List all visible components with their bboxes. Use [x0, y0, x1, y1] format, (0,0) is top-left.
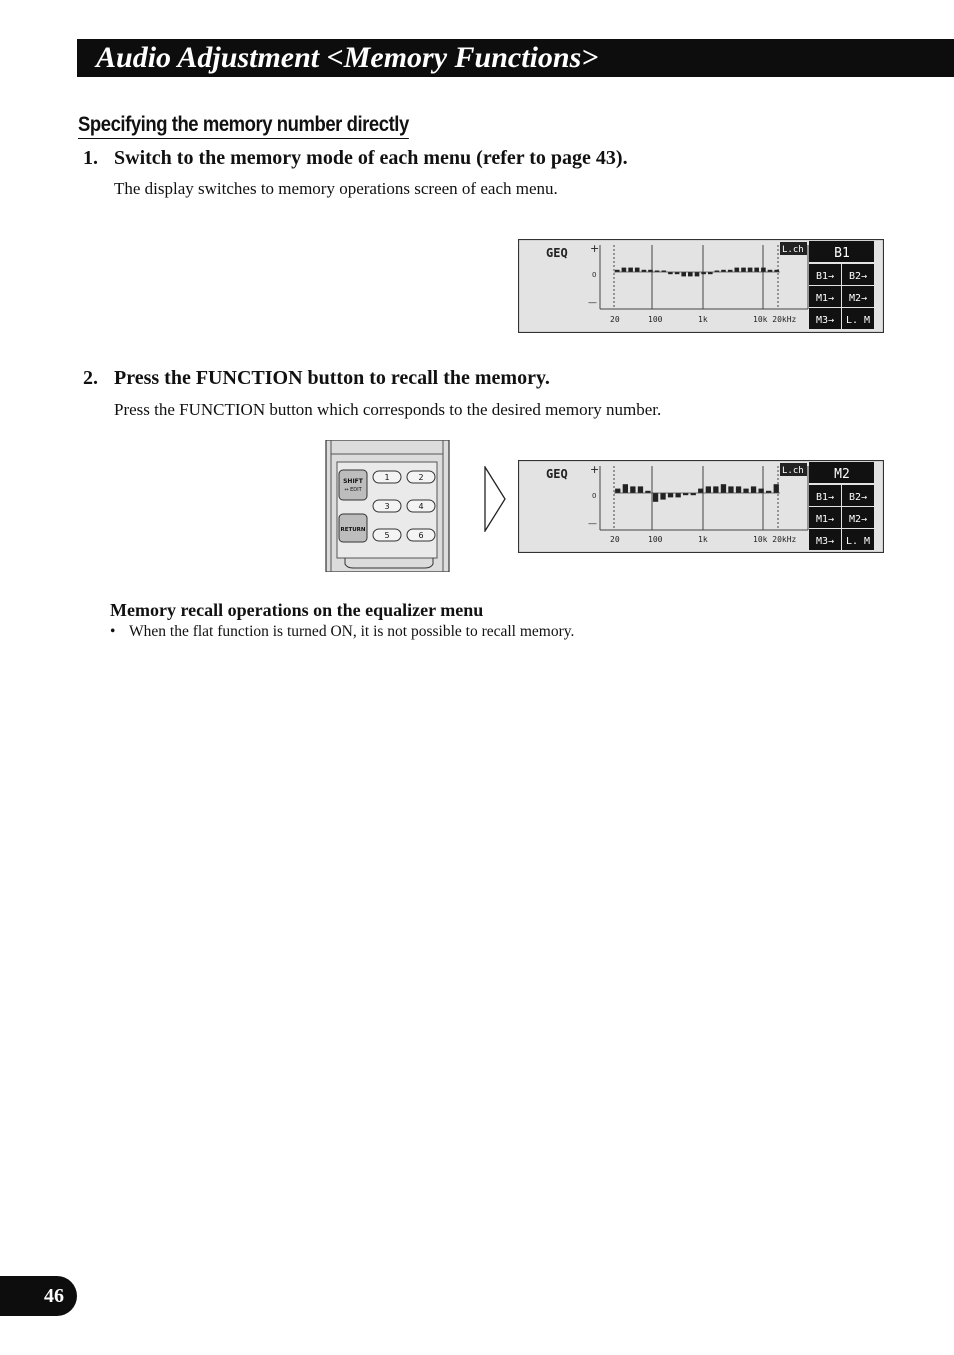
- arrow-right-icon: [483, 466, 507, 532]
- bullet-icon: •: [110, 623, 116, 640]
- svg-text:M2→: M2→: [848, 293, 868, 304]
- lcd-display-memory-recalled: [518, 460, 884, 553]
- lcd2-axis-plus: +: [590, 463, 600, 476]
- eq-band-bar: [653, 493, 658, 502]
- step-2-number: 2.: [83, 367, 98, 389]
- svg-text:B2→: B2→: [848, 271, 868, 282]
- svg-text:M3→: M3→: [815, 536, 835, 547]
- eq-band-bar: [668, 493, 673, 497]
- lcd-display-memory-mode: [518, 239, 884, 333]
- lcd1-memory-indicator: B1: [834, 246, 850, 261]
- eq-band-bar: [713, 486, 718, 493]
- eq-band-bar: [728, 486, 733, 493]
- step-2-description: Press the FUNCTION button which corresponds to the desired memory number.: [114, 400, 662, 419]
- lcd2-memory-indicator: M2: [834, 467, 850, 482]
- lcd1-axis-zero: 0: [592, 271, 597, 279]
- page-number: 46: [44, 1285, 64, 1307]
- lcd1-freq-1k: 1k: [698, 315, 708, 324]
- eq-band-bar: [754, 268, 759, 272]
- svg-text:M1→: M1→: [815, 514, 835, 525]
- lcd1-freq-20: 20: [610, 315, 620, 324]
- eq-band-bar: [774, 484, 779, 493]
- eq-band-bar: [622, 268, 627, 272]
- step-1-number: 1.: [83, 147, 98, 169]
- eq-band-bar: [735, 268, 740, 272]
- lcd2-freq-100: 100: [648, 535, 663, 544]
- eq-band-bar: [695, 272, 700, 276]
- svg-text:3: 3: [384, 502, 390, 511]
- eq-band-bar: [748, 268, 753, 272]
- eq-band-bar: [676, 493, 681, 497]
- eq-band-bar: [635, 268, 640, 272]
- section-heading: Specifying the memory number directly: [78, 113, 409, 139]
- title-bar: [77, 39, 954, 77]
- page-number-tab: [0, 1276, 77, 1316]
- step-1-text: Switch to the memory mode of each menu (refer to page 43).: [114, 147, 628, 169]
- step-1-description: The display switches to memory operations screen of each menu.: [114, 179, 558, 198]
- svg-text:M3→: M3→: [815, 315, 835, 326]
- svg-text:B1→: B1→: [815, 271, 835, 282]
- lcd1-axis-minus: —: [588, 298, 597, 308]
- page-title: Audio Adjustment <Memory Functions>: [96, 41, 599, 74]
- svg-text:2: 2: [418, 473, 424, 482]
- svg-text:4: 4: [418, 502, 424, 511]
- remote-control-illustration: [325, 440, 451, 572]
- eq-band-bar: [660, 493, 665, 500]
- lcd1-axis-plus: +: [590, 242, 600, 255]
- lcd1-mode-label: GEQ: [546, 246, 568, 260]
- step-2-text: Press the FUNCTION button to recall the memory.: [114, 367, 550, 389]
- lcd1-freq-10k: 10k 20kHz: [753, 315, 797, 324]
- svg-text:1: 1: [384, 473, 390, 482]
- eq-band-bar: [759, 489, 764, 493]
- eq-band-bar: [638, 486, 643, 493]
- lcd2-channel: L.ch: [782, 466, 804, 476]
- eq-band-bar: [688, 272, 693, 276]
- lcd1-channel: L.ch: [782, 245, 804, 255]
- eq-band-bar: [630, 486, 635, 493]
- svg-text:L. M: L. M: [845, 536, 871, 547]
- svg-text:M1→: M1→: [815, 293, 835, 304]
- svg-text:6: 6: [418, 531, 424, 540]
- svg-text:B2→: B2→: [848, 492, 868, 503]
- eq-band-bar: [615, 489, 620, 493]
- eq-band-bar: [751, 486, 756, 493]
- return-label: RETURN: [340, 527, 366, 533]
- eq-band-bar: [761, 268, 766, 272]
- lcd2-axis-minus: —: [588, 519, 597, 529]
- eq-band-bar: [743, 489, 748, 493]
- note-bullet-item: [110, 623, 574, 641]
- note-bullet-text: When the flat function is turned ON, it is not possible to recall memory.: [129, 623, 575, 640]
- eq-band-bar: [741, 268, 746, 272]
- eq-band-bar: [721, 484, 726, 493]
- svg-text:L. M: L. M: [845, 315, 871, 326]
- lcd2-freq-10k: 10k 20kHz: [753, 535, 797, 544]
- svg-text:M2→: M2→: [848, 514, 868, 525]
- eq-band-bar: [623, 484, 628, 493]
- shift-label: SHIFT: [343, 478, 363, 485]
- lcd2-mode-label: GEQ: [546, 467, 568, 481]
- edit-label: ↔ EDIT: [344, 487, 362, 493]
- lcd1-freq-100: 100: [648, 315, 663, 324]
- eq-band-bar: [698, 489, 703, 493]
- svg-text:B1→: B1→: [815, 492, 835, 503]
- eq-band-bar: [681, 272, 686, 276]
- shift-button[interactable]: [339, 470, 367, 500]
- eq-band-bar: [736, 486, 741, 493]
- lcd2-freq-20: 20: [610, 535, 620, 544]
- eq-band-bar: [706, 486, 711, 493]
- eq-band-bar: [628, 268, 633, 272]
- lcd2-freq-1k: 1k: [698, 535, 708, 544]
- note-title: Memory recall operations on the equalizer menu: [110, 600, 484, 620]
- svg-text:5: 5: [384, 531, 390, 540]
- lcd2-axis-zero: 0: [592, 492, 597, 500]
